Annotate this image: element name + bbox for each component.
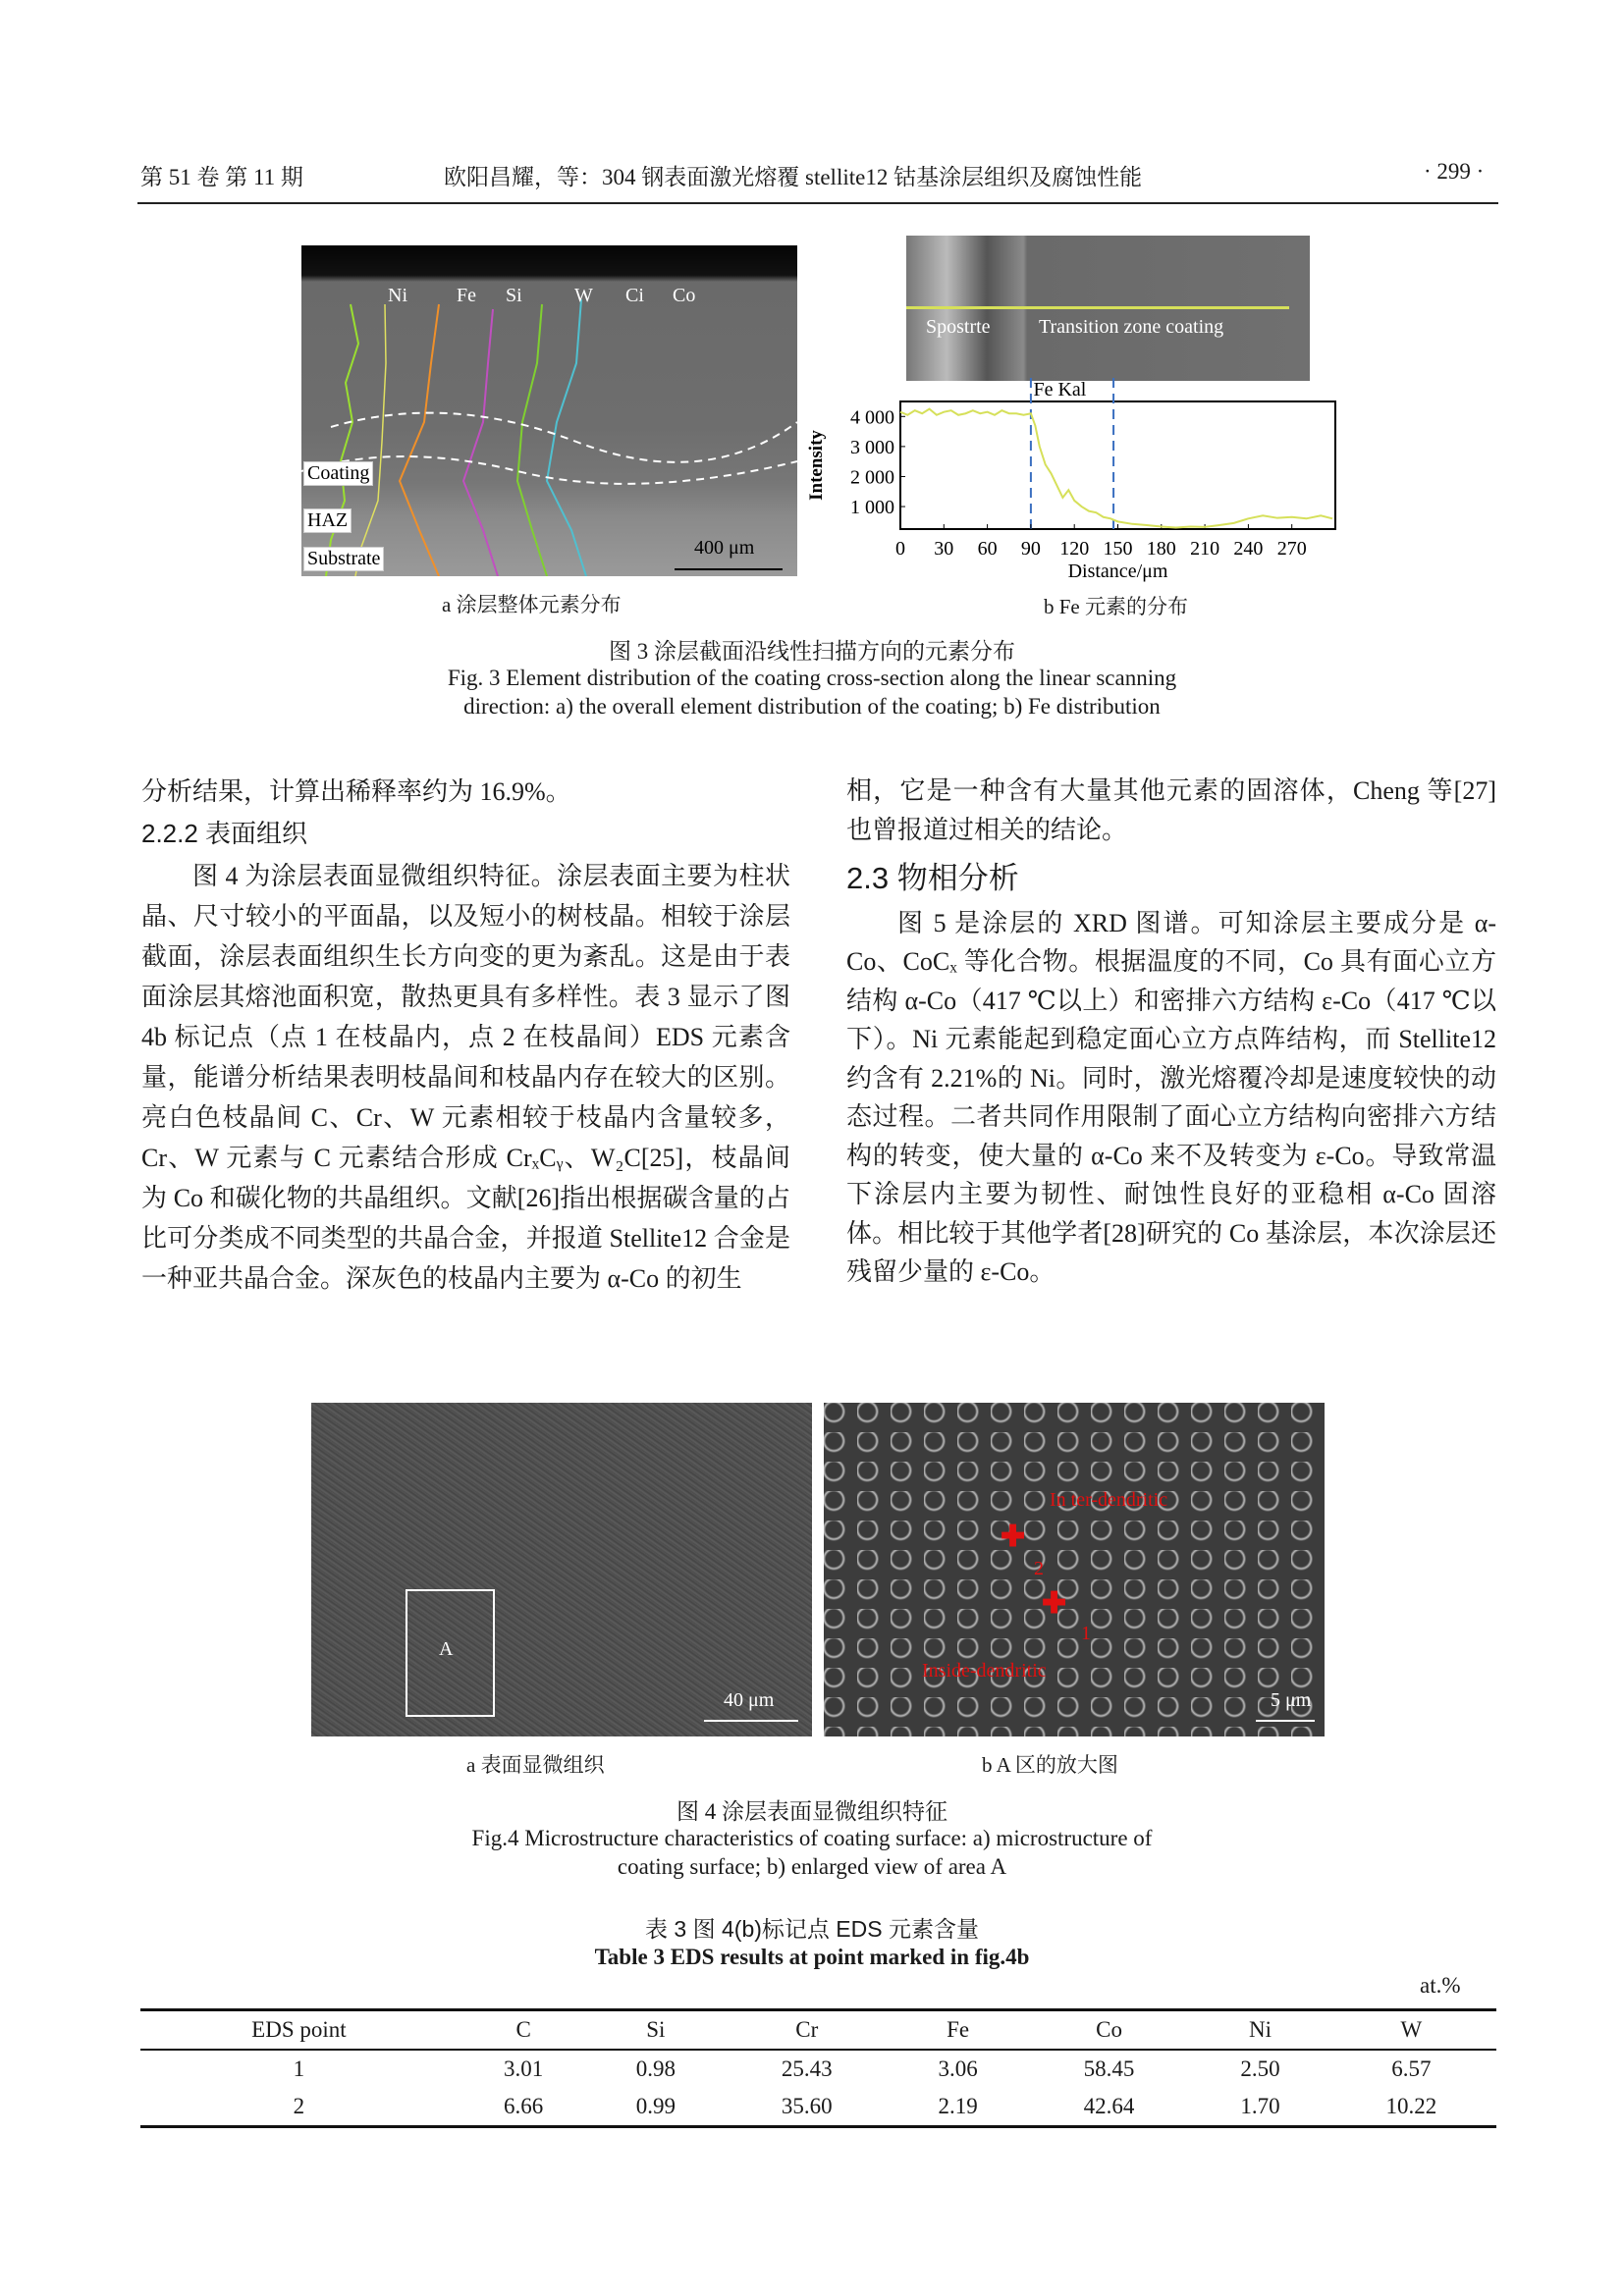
zone-transition: Transition zone coating	[1039, 316, 1224, 338]
fig4-caption-cn: 图 4 涂层表面显微组织特征	[677, 1799, 947, 1824]
paragraph-continuation-right: 相，它是一种含有大量其他元素的固溶体，Cheng 等[27]也曾报道过相关的结论。	[846, 776, 1496, 844]
x-tick-label: 270	[1276, 538, 1307, 560]
table-header-row	[140, 2010, 1496, 2051]
left-column	[141, 772, 790, 1299]
cell: 3.06	[938, 2056, 978, 2081]
cell: 6.57	[1391, 2056, 1432, 2081]
section-heading-2-3: 2.3 物相分析	[846, 861, 1019, 895]
label-ni: Ni	[388, 285, 407, 306]
col-header: Co	[1096, 2017, 1122, 2042]
fig3a-sem-image	[301, 245, 797, 576]
col-header: Si	[646, 2017, 666, 2042]
zone-substrate: Substrate	[303, 547, 384, 571]
x-tick-label: 30	[934, 538, 954, 560]
cell: 2	[293, 2094, 305, 2118]
cell: 2.19	[938, 2094, 978, 2118]
fig3-caption-en-1: Fig. 3 Element distribution of the coating cross-section along the linear scanning	[447, 666, 1177, 690]
y-tick-label: 3 000	[850, 436, 894, 458]
right-column	[846, 772, 1496, 1292]
x-tick-label: 120	[1059, 538, 1090, 560]
table-row	[140, 2088, 1496, 2127]
cell: 25.43	[781, 2056, 833, 2081]
cell: 42.64	[1083, 2094, 1135, 2118]
element-line-scans	[301, 245, 797, 576]
zone-coating: Coating	[303, 461, 373, 486]
fig3a-caption: a 涂层整体元素分布	[442, 593, 622, 616]
label-fe: Fe	[457, 285, 476, 306]
x-tick-label: 210	[1190, 538, 1220, 560]
y-tick-label: 2 000	[850, 466, 894, 489]
cell: 1.70	[1240, 2094, 1280, 2118]
label-si: Si	[506, 285, 522, 306]
scale-bar-label: 400 μm	[694, 537, 755, 559]
point-2-marker: ✚	[1001, 1521, 1026, 1553]
annotation-inside-dendritic: Inside-dendritic	[922, 1660, 1047, 1682]
cell: 0.98	[635, 2056, 676, 2081]
fig3b-sem-image	[906, 236, 1310, 381]
fig4a-sem-image	[311, 1403, 812, 1736]
x-tick-label: 60	[977, 538, 998, 560]
table3-title-cn: 表 3 图 4(b)标记点 EDS 元素含量	[645, 1916, 979, 1942]
paragraph-phase: 图 5 是涂层的 XRD 图谱。可知涂层主要成分是 α-Co、CoCₓ 等化合物。根据温度的不同，Co 具有面心立方结构 α-Co（417 ℃以上）和密排六方结构 ε-Co（417 ℃以下）。Ni 元素能起到稳定面心立方点阵结构，而 Stellite12 约含有 2.21%的 Ni。同时，激光熔覆冷却是速度较快的动态过程。二者共同作用限制了面心立方结构向密排六方结构的转变，使大量的 α-Co 来不及转变为 ε-Co。导致常温下涂层内主要为韧性、耐蚀性良好的亚稳相 α-Co 固溶体。相比较于其他学者[28]研究的 Co 基涂层，本次涂层还残留少量的 ε-Co。	[846, 908, 1496, 1286]
x-tick-label: 180	[1146, 538, 1176, 560]
y-axis-label: Intensity	[806, 430, 827, 501]
y-tick-label: 4 000	[850, 406, 894, 429]
cell: 1	[293, 2056, 305, 2081]
zone-haz: HAZ	[303, 508, 352, 533]
fig4b-sem-image	[824, 1403, 1325, 1736]
y-tick-label: 1 000	[850, 497, 894, 519]
x-tick-label: 0	[895, 538, 905, 560]
point-1-marker: ✚	[1042, 1587, 1067, 1620]
label-co: Co	[673, 285, 696, 306]
fig4-caption-en-1: Fig.4 Microstructure characteristics of coating surface: a) microstructure of	[471, 1826, 1153, 1850]
table3-title-en: Table 3 EDS results at point marked in fig.4b	[594, 1945, 1030, 1969]
paragraph-continuation: 分析结果，计算出稀释率约为 16.9%。	[141, 777, 571, 806]
cell: 6.66	[504, 2094, 544, 2118]
cell: 2.50	[1240, 2056, 1280, 2081]
section-heading-2-2-2: 2.2.2 表面组织	[141, 819, 308, 848]
table-row	[140, 2050, 1496, 2088]
label-w: W	[574, 285, 593, 306]
header-rule	[137, 202, 1498, 204]
page-number: · 299 ·	[1424, 159, 1485, 184]
region-a-label: A	[439, 1638, 454, 1660]
col-header: Ni	[1248, 2017, 1272, 2042]
chart-title: Fe Kal	[1033, 379, 1087, 400]
x-axis-label: Distance/μm	[1067, 561, 1168, 582]
cell: 3.01	[504, 2056, 544, 2081]
paragraph-surface: 图 4 为涂层表面显微组织特征。涂层表面主要为柱状晶、尺寸较小的平面晶，以及短小的树枝晶。相较于涂层截面，涂层表面组织生长方向变的更为紊乱。这是由于表面涂层其熔池面积宽，散热更具有多样性。表 3 显示了图 4b 标记点（点 1 在枝晶内，点 2 在枝晶间）EDS 元素含量，能谱分析结果表明枝晶间和枝晶内存在较大的区别。亮白色枝晶间 C、Cr、W 元素相较于枝晶内含量较多，Cr、W 元素与 C 元素结合形成 CrₓCᵧ、W₂C[25]，枝晶间为 Co 和碳化物的共晶组织。文献[26]指出根据碳含量的占比可分类成不同类型的共晶合金，并报道 Stellite12 合金是一种亚共晶合金。深灰色的枝晶内主要为 α-Co 的初生	[141, 862, 790, 1293]
scale-bar-label-40: 40 μm	[724, 1689, 775, 1711]
point-2-label: 2	[1034, 1558, 1044, 1579]
col-header: EDS point	[251, 2017, 347, 2042]
x-tick-label: 240	[1233, 538, 1264, 560]
point-1-label: 1	[1081, 1623, 1091, 1644]
col-header: Fe	[947, 2017, 970, 2042]
zone-substrate-b: Spostrte	[926, 316, 991, 338]
table3-unit: at.%	[1420, 1973, 1461, 1998]
cell: 58.45	[1083, 2056, 1135, 2081]
series-line-fe	[900, 409, 1332, 528]
cell: 10.22	[1385, 2094, 1437, 2118]
fig4a-caption: a 表面显微组织	[466, 1753, 605, 1777]
label-ci: Ci	[625, 285, 644, 306]
table3-eds	[140, 2008, 1496, 2128]
fe-line-chart	[805, 378, 1355, 589]
fig3-caption-en-2: direction: a) the overall element distribution of the coating; b) Fe distribution	[463, 694, 1161, 719]
col-header: W	[1400, 2017, 1423, 2042]
fig4b-caption: b A 区的放大图	[982, 1753, 1118, 1777]
fig3b-caption: b Fe 元素的分布	[1044, 595, 1188, 618]
fig3-caption-cn: 图 3 涂层截面沿线性扫描方向的元素分布	[609, 639, 1015, 664]
x-tick-label: 90	[1020, 538, 1041, 560]
col-header: C	[515, 2017, 531, 2042]
cell: 35.60	[781, 2094, 833, 2118]
x-tick-label: 150	[1103, 538, 1133, 560]
plot-frame	[900, 401, 1335, 529]
col-header: Cr	[795, 2017, 819, 2042]
annotation-inter-dendritic: In ter-dendritic	[1050, 1489, 1168, 1511]
cell: 0.99	[635, 2094, 676, 2118]
running-title: 欧阳昌耀，等：304 钢表面激光熔覆 stellite12 钴基涂层组织及腐蚀性能	[444, 165, 1143, 189]
journal-issue: 第 51 卷 第 11 期	[140, 165, 303, 189]
scale-bar-label-5: 5 μm	[1271, 1689, 1312, 1711]
fig4-caption-en-2: coating surface; b) enlarged view of area A	[617, 1854, 1007, 1879]
